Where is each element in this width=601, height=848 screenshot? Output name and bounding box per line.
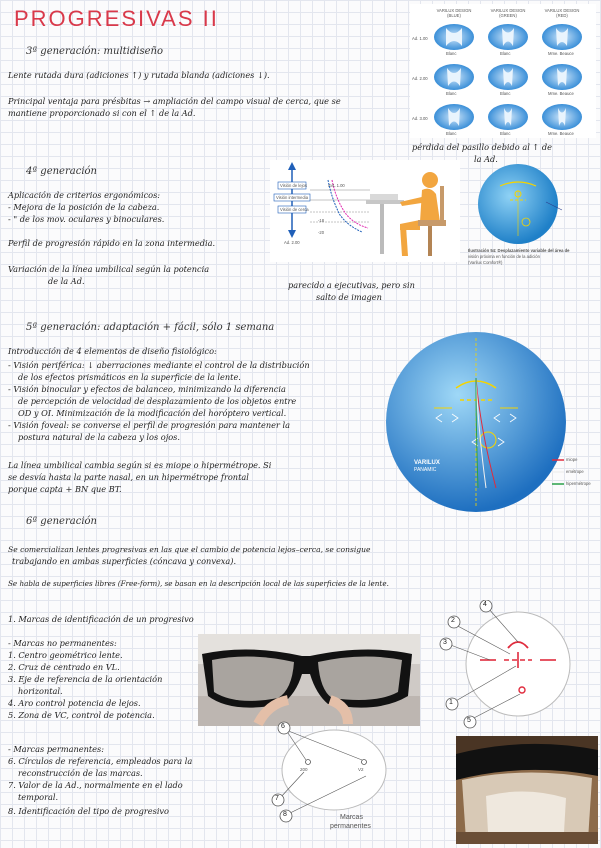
mark-number-8: 8	[283, 811, 287, 818]
gen6-line-1: Se comercializan lentes progresivas en las que el cambio de potencia lejos–cerca, se consigue	[8, 545, 371, 554]
gen6-line-2: trabajando en ambas superficies (cóncava y convexa).	[12, 556, 237, 566]
gen3-line-3: mantiene proporcionado si con el ↑ de la Ad.	[8, 108, 196, 118]
gen5-line-1: Introducción de 4 elementos de diseño fisiológico:	[8, 346, 217, 356]
lens-row-1	[434, 24, 582, 50]
gen3-note-2: la Ad.	[474, 154, 498, 164]
gen4-posture-figure	[270, 160, 460, 262]
lens-row-2	[434, 64, 582, 90]
mark-number-5: 5	[467, 717, 471, 724]
permanent-title: - Marcas permanentes:	[8, 744, 104, 754]
grid-caption: Blanc	[500, 131, 511, 136]
page-title: PROGRESIVAS II	[14, 6, 219, 31]
gen4-note-1: parecido a ejecutivas, pero sin	[288, 280, 415, 290]
grid-col-header: VARILUX DESIGN (BLUE)	[436, 8, 472, 18]
grid-caption: Blanc	[500, 51, 511, 56]
grid-caption: Blanc	[446, 91, 457, 96]
posture-value: AVL 1.00	[328, 183, 345, 188]
mark-number-7: 7	[275, 795, 279, 802]
grid-caption: Blanc	[446, 51, 457, 56]
gen6-heading: 6ª generación	[26, 516, 97, 527]
lens-closeup-svg	[456, 736, 598, 844]
gen4-lens-caption-1: Ilustración 54: Desplazamiento variable del área de	[468, 248, 570, 253]
gen5-line-4: - Visión binocular y efectos de balanceo, minimizando la diferencia	[8, 384, 286, 394]
mark-number-1: 1	[449, 699, 453, 706]
posture-addition: Ad. 2.00	[284, 240, 300, 245]
grid-caption: Mme. Beauce	[548, 131, 574, 136]
grid-col-header: VARILUX DESIGN (GREEN)	[490, 8, 526, 18]
varilux-brand: VARILUX	[414, 460, 440, 466]
gen4-line-4: Perfil de progresión rápido en la zona intermedia.	[8, 238, 216, 248]
marks-diagram-2	[262, 716, 402, 836]
permanent-2: 7. Valor de la Ad., normalmente en el lado	[8, 780, 183, 790]
gen5-line-3: de los efectos prismáticos en la superficie de la lente.	[18, 372, 241, 382]
permanent-2b: temporal.	[18, 792, 59, 802]
gen3-note-1: pérdida del pasillo debido al ↑ de	[412, 142, 552, 152]
gen4-lens-caption-3: (Varilux Comfort®)	[468, 260, 503, 265]
non-permanent-3: 3. Eje de referencia de la orientación	[8, 674, 163, 684]
gen3-lens-grid-figure	[410, 4, 596, 138]
grid-row-label: Ad. 3.00	[412, 116, 428, 121]
non-permanent-1: 1. Centro geométrico lente.	[8, 650, 123, 660]
grid-caption: Blanc	[446, 131, 457, 136]
grid-row-label: Ad. 2.00	[412, 76, 428, 81]
gen5-lens-svg	[376, 318, 598, 514]
permanent-3: 8. Identificación del tipo de progresivo	[8, 806, 169, 816]
grid-row-label: Ad. 1.00	[412, 36, 428, 41]
grid-caption: Mme. Beauce	[548, 91, 574, 96]
legend-hipermetrope: hipermétrope	[566, 481, 591, 486]
gen4-line-5: Variación de la línea umbilical según la potencia	[8, 264, 210, 274]
marks-heading: 1. Marcas de identificación de un progresivo	[8, 614, 194, 624]
posture-value: -18	[318, 218, 325, 223]
gen5-line2-1: La línea umbilical cambia según si es miope o hipermétrope. Si	[8, 460, 272, 470]
permanent-1: 6. Círculos de referencia, empleados para la	[8, 756, 193, 766]
gen4-line-6: de la Ad.	[48, 276, 85, 286]
gen5-heading: 5ª generación: adaptación + fácil, sólo 1 semana	[26, 322, 275, 333]
gen3-line-2: Principal ventaja para présbitas → ampliación del campo visual de cerca, que se	[8, 96, 341, 106]
posture-label-intermediate: Visión intermedia	[276, 195, 309, 200]
gen6-line-3: Se habla de superficies libres (Free-form), se basan en la descripción local de las superficies de la lente.	[8, 579, 389, 588]
marks-diagram-1	[432, 600, 596, 730]
permanent-label-2: permanentes	[330, 823, 371, 830]
gen4-lens-figure	[466, 160, 598, 272]
non-permanent-2: 2. Cruz de centrado en VL.	[8, 662, 120, 672]
gen5-line-8: postura natural de la cabeza y los ojos.	[18, 432, 180, 442]
lens-row-3	[434, 104, 582, 130]
lens-grid-svg	[410, 4, 596, 138]
permanent-label-1: Marcas	[340, 814, 363, 821]
gen4-line-3: - " de los mov. oculares y binoculares.	[8, 214, 165, 224]
gen4-heading: 4ª generación	[26, 166, 97, 177]
non-permanent-3b: horizontal.	[18, 686, 63, 696]
gen5-line-2: - Visión periférica: ↓ aberraciones mediante el control de la distribución	[8, 360, 310, 370]
grid-col-header: VARILUX DESIGN (RED)	[544, 8, 580, 18]
legend-emetrope: emétrope	[566, 469, 584, 474]
posture-label-far: Visión de lejos	[280, 183, 307, 188]
glasses-photo	[198, 634, 420, 726]
gen5-lens-figure	[376, 318, 598, 514]
non-permanent-title: - Marcas no permanentes:	[8, 638, 117, 648]
gen4-line-1: Aplicación de criterios ergonómicos:	[8, 190, 161, 200]
varilux-product: PANAMIC	[414, 467, 437, 473]
marks-diagram-2-svg	[262, 716, 402, 836]
posture-label-near: Visión de cerca	[280, 207, 309, 212]
gen5-line-5: de percepción de velocidad de desplazamiento de los objetos entre	[18, 396, 297, 406]
gen4-line-2: - Mejora de la posición de la cabeza.	[8, 202, 160, 212]
mark-number-4: 4	[483, 601, 487, 608]
gen3-line-1: Lente rutada dura (adiciones ↑) y rutada blanda (adiciones ↓).	[8, 70, 270, 80]
lens-closeup-photo	[456, 736, 598, 844]
posture-value: -20	[318, 230, 325, 235]
glasses-svg	[198, 634, 420, 726]
grid-caption: Mme. Beauce	[548, 51, 574, 56]
permanent-mark-addition: 200	[300, 767, 308, 772]
marks-diagram-1-svg	[432, 600, 596, 730]
non-permanent-4: 4. Aro control potencia de lejos.	[8, 698, 141, 708]
mark-number-3: 3	[443, 639, 447, 646]
grid-caption: Blanc	[500, 91, 511, 96]
gen4-lens-caption-2: visión próxima en función de la adición	[468, 254, 540, 259]
non-permanent-5: 5. Zona de VC, control de potencia.	[8, 710, 155, 720]
legend-miope: miope	[566, 457, 578, 462]
mark-number-6: 6	[281, 723, 285, 730]
gen5-line2-2: se desvía hasta la parte nasal, en un hipermétrope frontal	[8, 472, 249, 482]
gen5-line2-3: porque capta + BN que BT.	[8, 484, 122, 494]
gen5-line-6: OD y OI. Minimización de la modificación del horóptero vertical.	[18, 408, 287, 418]
gen5-line-7: - Visión foveal: se converse el perfil de progresión para mantener la	[8, 420, 291, 430]
gen3-heading: 3ª generación: multidiseño	[26, 46, 163, 57]
permanent-1b: reconstrucción de las marcas.	[18, 768, 143, 778]
gen4-note-2: salto de imagen	[316, 292, 382, 302]
permanent-mark-type: V2	[358, 767, 364, 772]
mark-number-2: 2	[451, 617, 455, 624]
